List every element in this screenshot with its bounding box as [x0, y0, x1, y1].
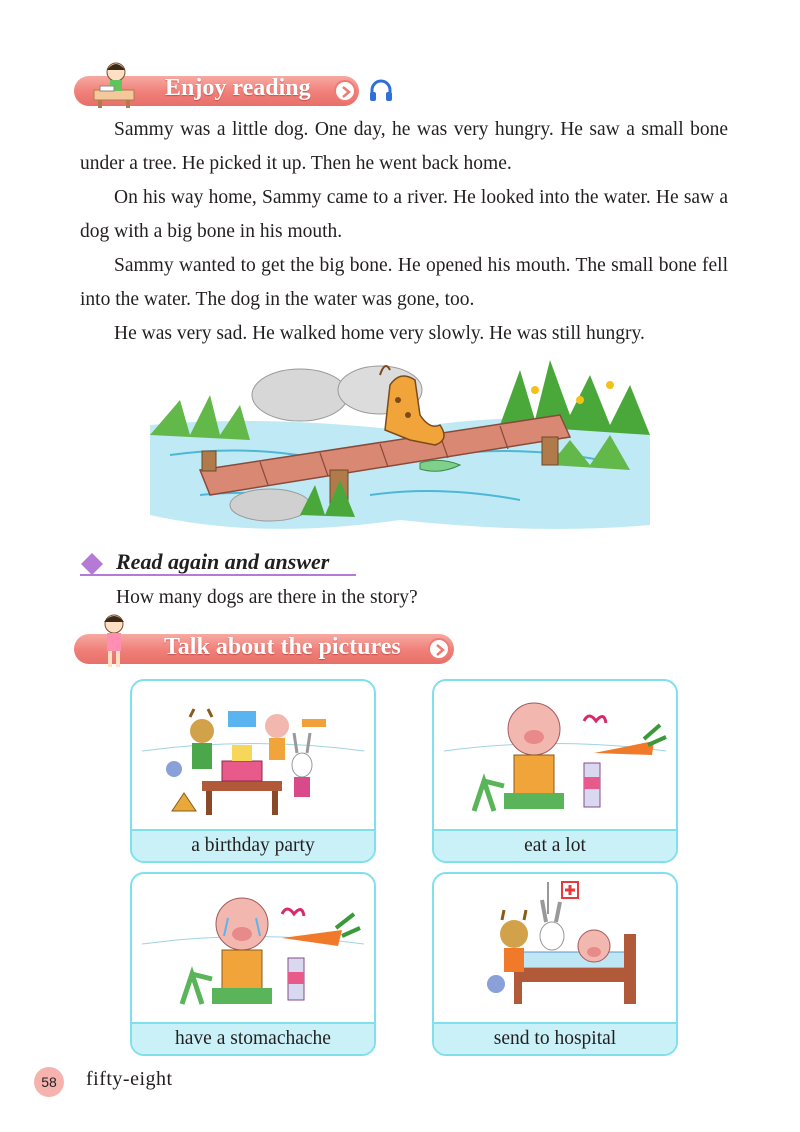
dog-on-bridge-illustration — [140, 345, 660, 545]
read-again-underline — [80, 574, 356, 576]
birthday-party-illustration — [132, 681, 374, 829]
story-paragraph-1: Sammy was a little dog. One day, he was very hungry. He saw a small bone under a tree. He picked it up. Then he went back home. — [80, 119, 728, 174]
talk-pictures-title: Talk about the pictures — [164, 634, 401, 660]
card-caption: send to hospital — [434, 1022, 676, 1054]
headphones-icon[interactable] — [368, 78, 394, 102]
enjoy-reading-title: Enjoy reading — [165, 75, 311, 101]
picture-card-birthday — [130, 679, 376, 863]
page-number-word: fifty-eight — [86, 1068, 173, 1090]
hospital-bed-illustration — [434, 874, 676, 1022]
story-paragraph-2: On his way home, Sammy came to a river. He looked into the water. He saw a dog with a big bone in his mouth. — [80, 187, 728, 242]
pig-crying-illustration — [132, 874, 374, 1022]
picture-card-eat — [432, 679, 678, 863]
card-caption: have a stomachache — [132, 1022, 374, 1054]
picture-card-hospital — [432, 872, 678, 1056]
question-text: How many dogs are there in the story? — [116, 587, 418, 608]
pig-eating-illustration — [434, 681, 676, 829]
story-paragraph-4: He was very sad. He walked home very slowly. He was still hungry. — [114, 323, 645, 344]
purple-diamond-icon — [80, 552, 104, 576]
page-number-badge: 58 — [34, 1067, 64, 1097]
read-again-title: Read again and answer — [116, 549, 330, 574]
story-paragraph-3: Sammy wanted to get the big bone. He opened his mouth. The small bone fell into the water. The dog in the water was gone, too. — [80, 255, 728, 310]
picture-card-stomachache — [130, 872, 376, 1056]
girl-reading-mascot-icon — [84, 56, 144, 108]
play-arrow-icon[interactable] — [334, 80, 356, 102]
card-caption: a birthday party — [132, 829, 374, 861]
girl-mascot-icon — [96, 612, 132, 670]
play-arrow-icon[interactable] — [428, 638, 450, 660]
card-caption: eat a lot — [434, 829, 676, 861]
